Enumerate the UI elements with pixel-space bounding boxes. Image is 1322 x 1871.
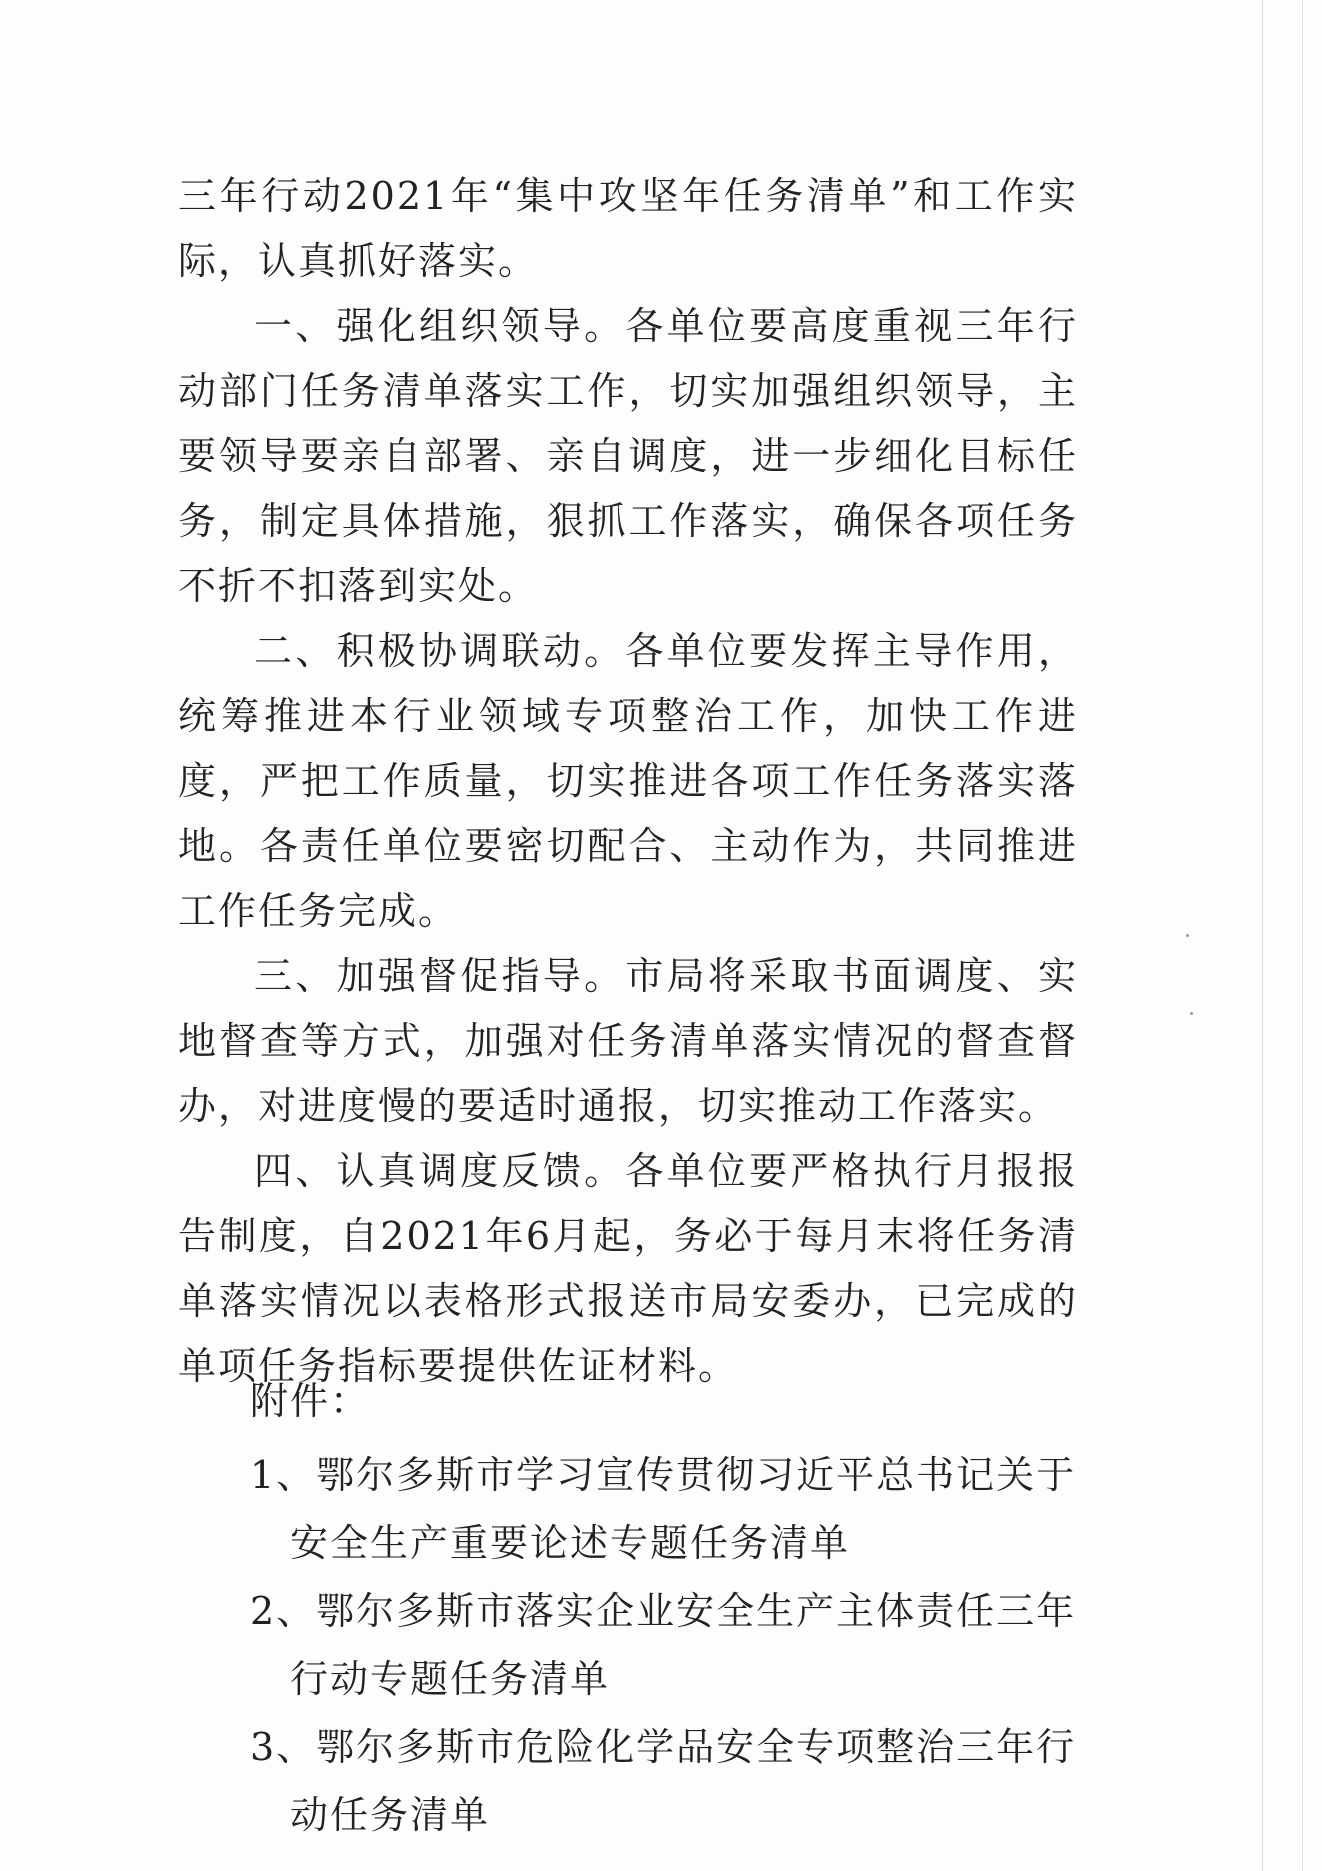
scan-edge-line — [1262, 0, 1263, 1871]
paragraph-coordination: 二、积极协调联动。各单位要发挥主导作用，统筹推进本行业领域专项整治工作，加快工作进度，严把工作质量，切实推进各项工作任务落实落地。各责任单位要密切配合、主动作为，共同推进工作任务完成。 — [178, 629, 1078, 933]
attachments-title: 附件： — [250, 1379, 371, 1423]
scan-edge-line — [1302, 0, 1303, 1871]
scan-speck — [1186, 934, 1189, 937]
attachment-item: 2、鄂尔多斯市落实企业安全生产主体责任三年行动专题任务清单 — [250, 1589, 1077, 1701]
paragraph-feedback: 四、认真调度反馈。各单位要严格执行月报报告制度，自2021年6月起，务必于每月末将任务清单落实情况以表格形式报送市局安委办，已完成的单项任务指标要提供佐证材料。 — [178, 1149, 1078, 1388]
attachments-section — [178, 1367, 1098, 1849]
paragraph-supervision: 三、加强督促指导。市局将采取书面调度、实地督查等方式，加强对任务清单落实情况的督查督办，对进度慢的要适时通报，切实推动工作落实。 — [178, 954, 1078, 1128]
attachment-item: 1、鄂尔多斯市学习宣传贯彻习近平总书记关于安全生产重要论述专题任务清单 — [250, 1453, 1077, 1565]
paragraph-continuation: 三年行动2021年“集中攻坚年任务清单”和工作实际，认真抓好落实。 — [178, 174, 1078, 283]
paragraph-organization-leadership: 一、强化组织领导。各单位要高度重视三年行动部门任务清单落实工作，切实加强组织领导，主要领导要亲自部署、亲自调度，进一步细化目标任务，制定具体措施，狠抓工作落实，确保各项任务不折不扣落到实处。 — [178, 304, 1078, 608]
attachment-item: 3、鄂尔多斯市危险化学品安全专项整治三年行动任务清单 — [250, 1725, 1077, 1837]
document-body — [178, 164, 1078, 1399]
scan-speck — [1190, 1012, 1193, 1015]
